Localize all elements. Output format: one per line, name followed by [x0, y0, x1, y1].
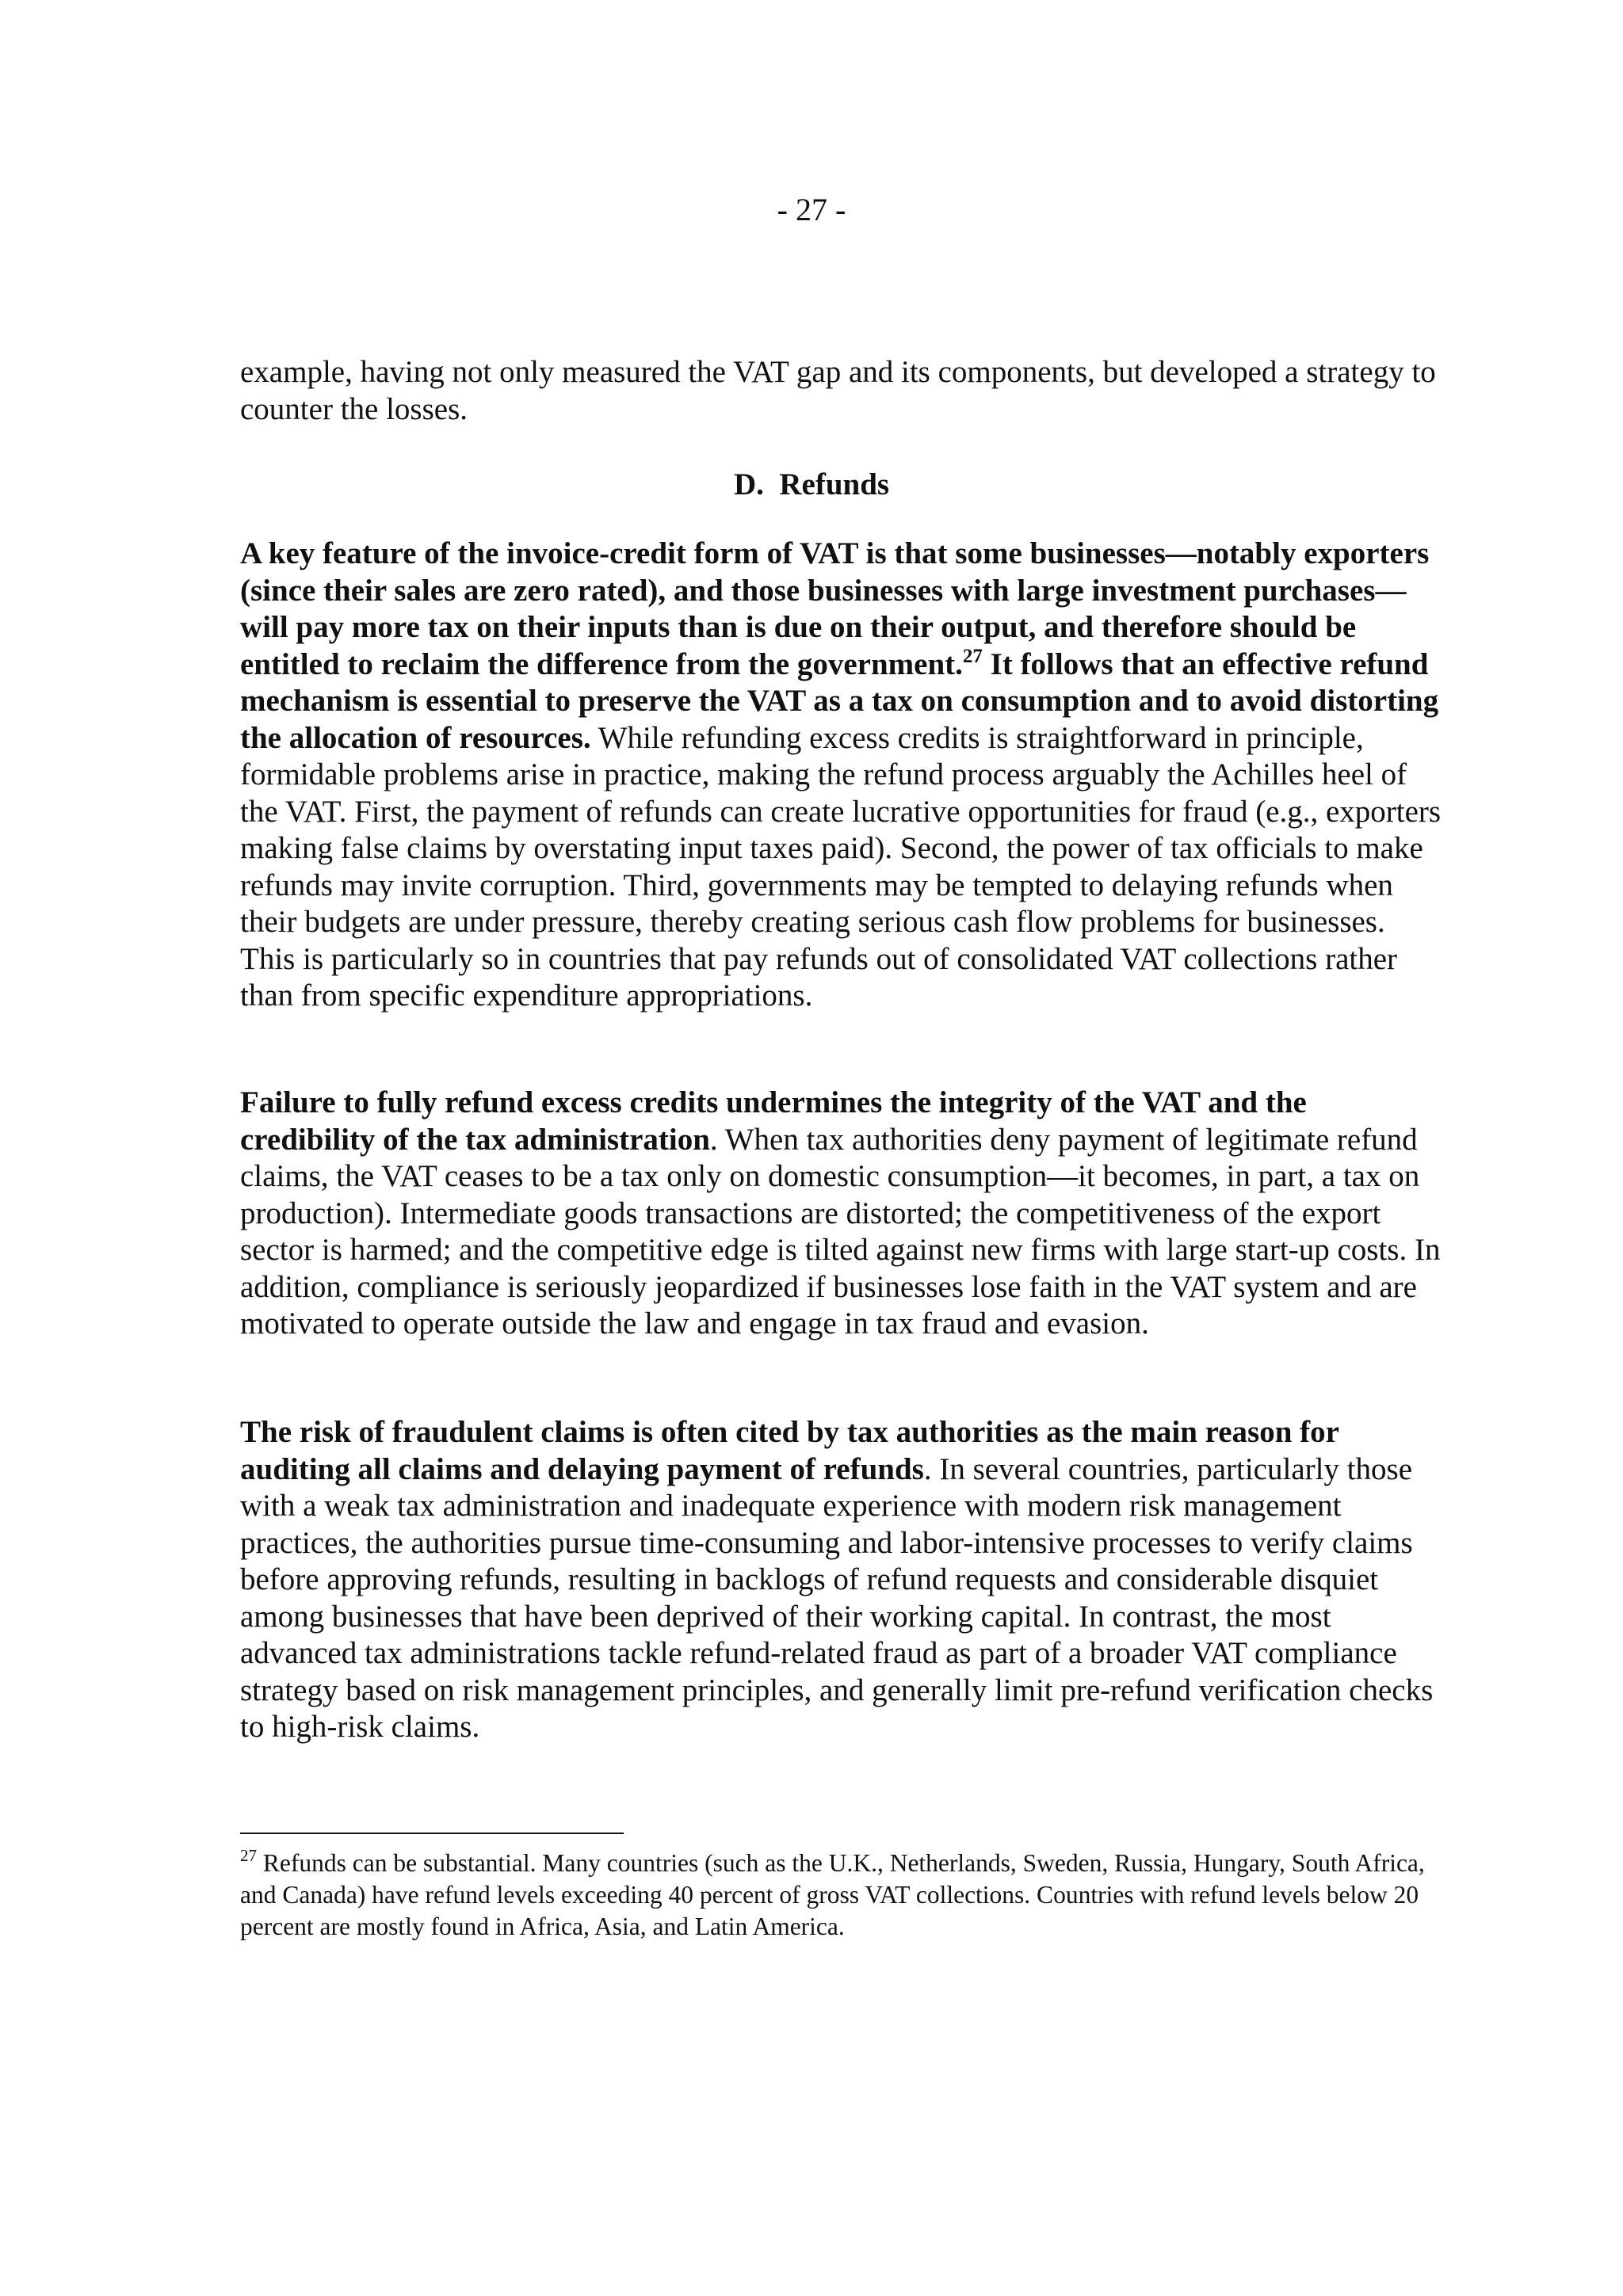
- intro-paragraph: [240, 354, 1445, 428]
- para3-bold-lead: The risk of fraudulent claims is often cited by tax authorities as the main reason for auditing all claims and delaying payment of refunds: [240, 1415, 1339, 1486]
- section-heading: D. Refunds: [733, 467, 890, 502]
- para2-bold-lead: Failure to fully refund excess credits undermines the integrity of the VAT and the credibility of the tax administration: [240, 1085, 1307, 1157]
- footnote: [240, 1848, 1445, 1943]
- paragraph-key-feature: [240, 536, 1445, 1015]
- intro-text: example, having not only measured the VAT gap and its components, but developed a strategy to counter the losses.: [240, 355, 1436, 426]
- footnote-divider: [240, 1833, 624, 1834]
- paragraph-fraud-risk: [240, 1414, 1445, 1746]
- page-number: - 27 -: [777, 192, 846, 227]
- para3-body: . In several countries, particularly those with a weak tax administration and inadequate experience with modern risk management practices, the authorities pursue time-consuming and labor-intensive processes to verify claims before approving refunds, resulting in backlogs of refund requests and considerable disquiet among businesses that have been deprived of their working capital. In contrast, the most advanced tax administrations tackle refund-related fraud as part of a broader VAT compliance strategy based on risk management principles, and generally limit pre-refund verification checks to high-risk claims.: [240, 1451, 1434, 1744]
- para1-bold-lead: A key feature of the invoice-credit form of VAT is that some businesses—notably exporters (since their sales are zero rated), and those businesses with large investment purchases—will pay more tax on their inputs than is due on their output, and therefore should be entitled to reclaim the difference from the government.: [240, 536, 1430, 681]
- footnote-marker: 27: [240, 1846, 257, 1865]
- para2-body: . When tax authorities deny payment of legitimate refund claims, the VAT ceases to be a tax only on domestic consumption—it becomes, in part, a tax on production). Intermediate goods transactions are distorted; the competitiveness of the export sector is harmed; and the competitive edge is tilted against new firms with large start-up costs. In addition, compliance is seriously jeopardized if businesses lose faith in the VAT system and are motivated to operate outside the law and engage in tax fraud and evasion.: [240, 1122, 1441, 1341]
- footnote-reference[interactable]: 27: [962, 645, 983, 667]
- paragraph-failure-to-refund: [240, 1085, 1445, 1343]
- para1-bold-follow: It follows that an effective refund mechanism is essential to preserve the VAT as a tax on consumption and to avoid distorting the allocation of resources.: [240, 646, 1439, 755]
- footnote-text: Refunds can be substantial. Many countries (such as the U.K., Netherlands, Sweden, Russia, Hungary, South Africa, and Canada) have refund levels exceeding 40 percent of gross VAT collections. Countries with refund levels below 20 percent are mostly found in Africa, Asia, and Latin America.: [240, 1849, 1425, 1940]
- para1-body: While refunding excess credits is straightforward in principle, formidable problems arise in practice, making the refund process arguably the Achilles heel of the VAT. First, the payment of refunds can create lucrative opportunities for fraud (e.g., exporters making false claims by overstating input taxes paid). Second, the power of tax officials to make refunds may invite corruption. Third, governments may be tempted to delaying refunds when their budgets are under pressure, thereby creating serious cash flow problems for businesses. This is particularly so in countries that pay refunds out of consolidated VAT collections rather than from specific expenditure appropriations.: [240, 720, 1442, 1013]
